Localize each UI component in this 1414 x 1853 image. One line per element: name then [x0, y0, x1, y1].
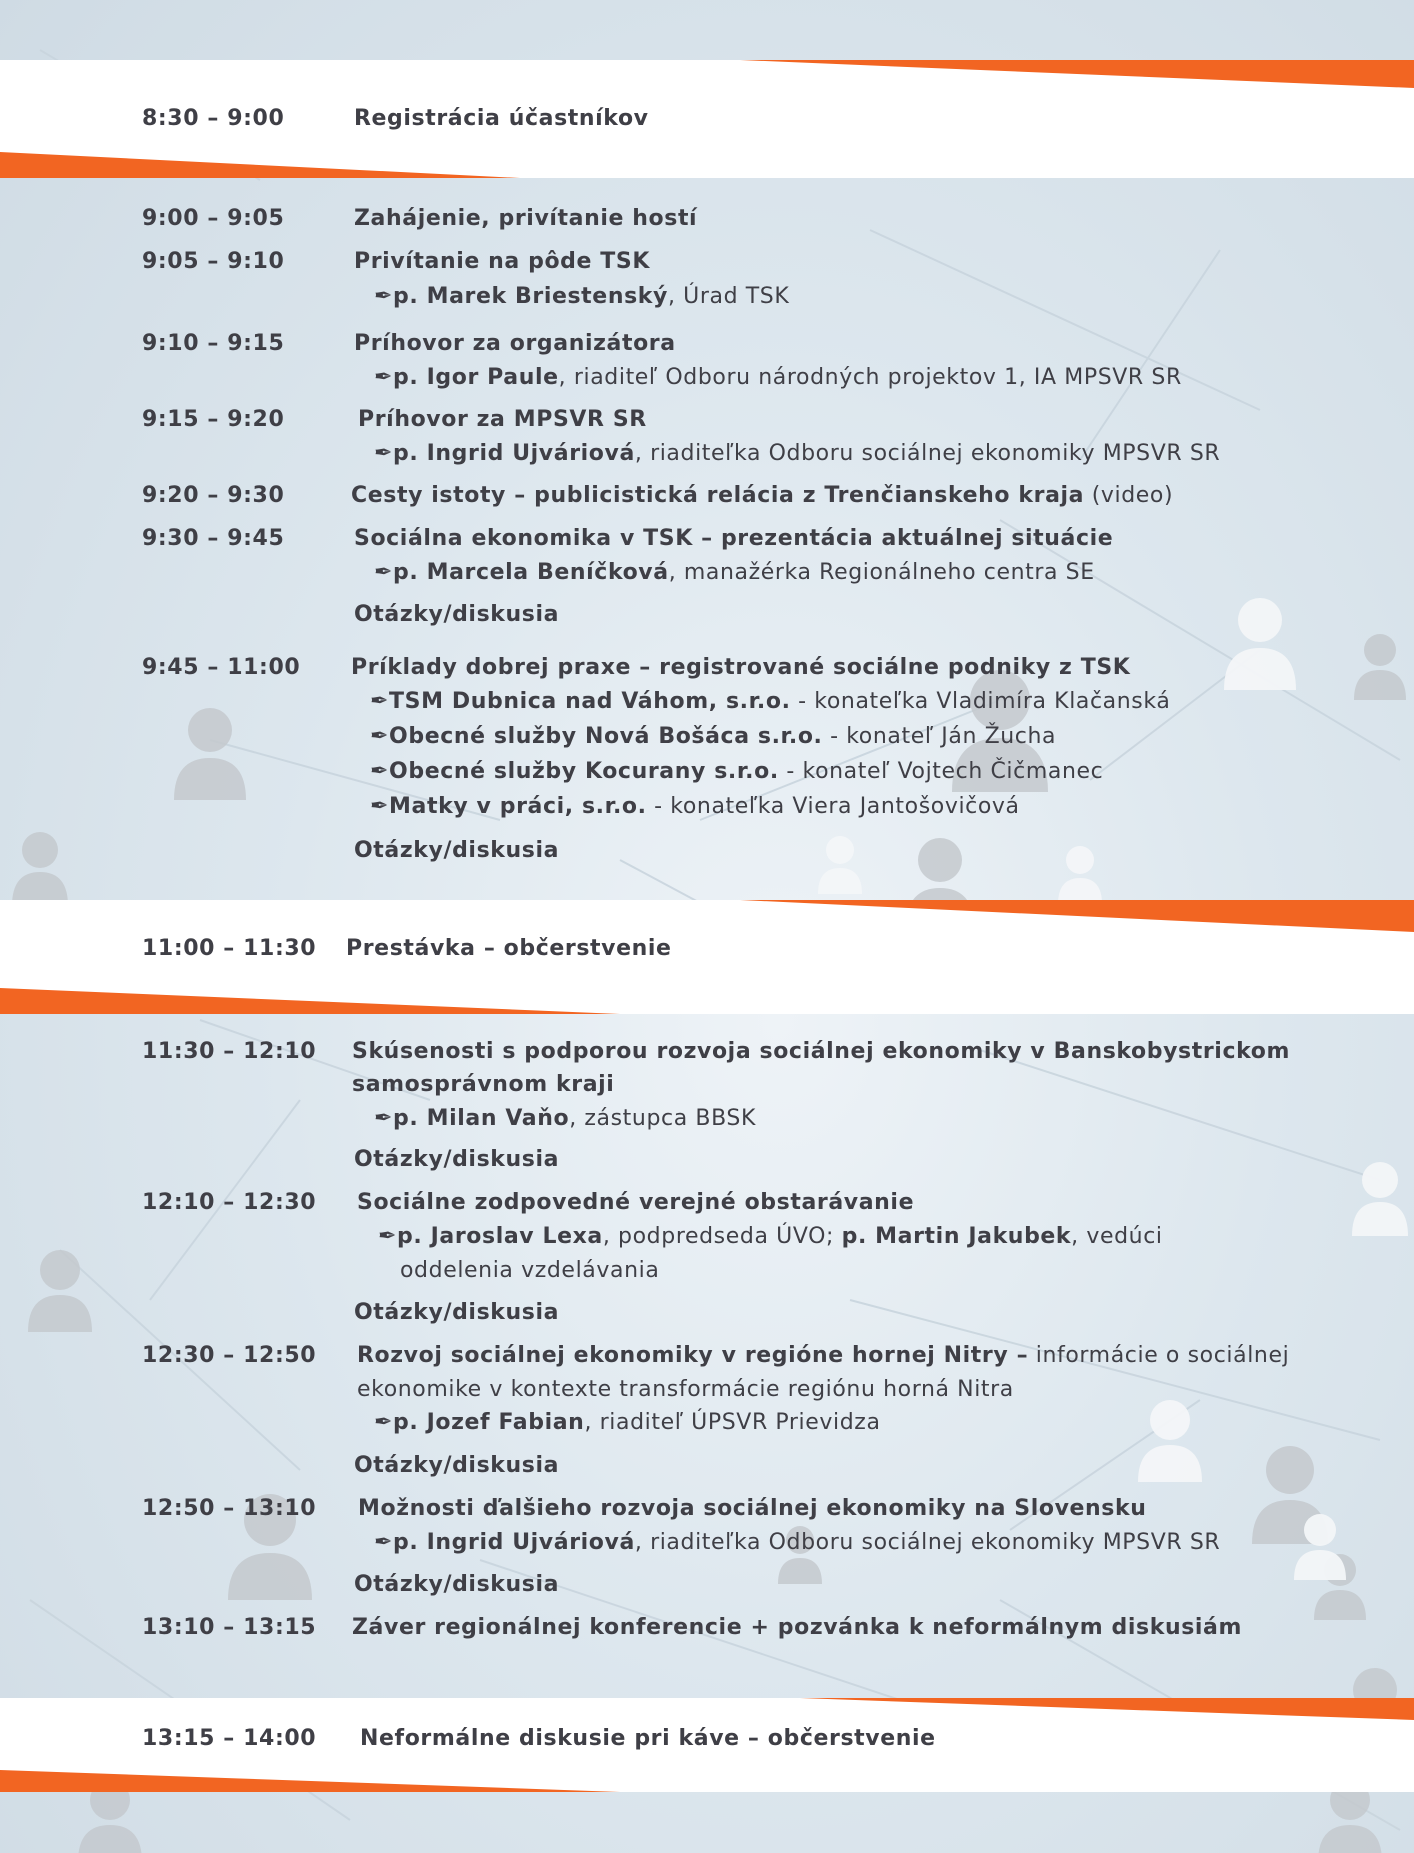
speaker-line [374, 441, 1220, 466]
qa-label: Otázky/diskusia [354, 602, 560, 627]
speaker-line [374, 284, 789, 309]
pen-icon: ✒ [374, 441, 394, 466]
pen-icon: ✒ [370, 689, 390, 714]
session-title: Privítanie na pôde TSK [354, 249, 650, 274]
time-slot: 12:30 – 12:50 [142, 1343, 317, 1368]
company-contact: - konateľka Vladimíra Klačanská [790, 689, 1171, 714]
session-description: informácie o sociálnej [1028, 1343, 1290, 1368]
pen-icon: ✒ [370, 794, 390, 819]
session-title: Cesty istoty – publicistická relácia z Trenčianskeho kraja [351, 483, 1085, 508]
session-note: (video) [1084, 483, 1174, 508]
company-item [370, 794, 1020, 819]
speaker-name: p. Jaroslav Lexa [397, 1224, 603, 1249]
pen-icon: ✒ [374, 365, 394, 390]
qa-label: Otázky/diskusia [354, 1572, 560, 1597]
session-title: Skúsenosti s podporou rozvoja sociálnej ekonomiky v Banskobystrickom [352, 1039, 1290, 1064]
speaker-name: p. Jozef Fabian [393, 1410, 585, 1435]
qa-label: Otázky/diskusia [354, 1147, 560, 1172]
company-name: Matky v práci, s.r.o. [389, 794, 647, 819]
pen-icon: ✒ [374, 560, 394, 585]
speaker-name: p. Igor Paule [393, 365, 559, 390]
qa-label: Otázky/diskusia [354, 1453, 560, 1478]
company-name: TSM Dubnica nad Váhom, s.r.o. [389, 689, 791, 714]
session-description-continued: ekonomike v kontexte transformácie regiónu horná Nitra [357, 1377, 1014, 1402]
speaker-line [374, 1106, 756, 1131]
speaker-line [378, 1224, 1163, 1249]
band-title: Prestávka – občerstvenie [346, 936, 672, 961]
speaker-role: , riaditeľka Odboru sociálnej ekonomiky MPSVR SR [634, 441, 1221, 466]
speaker-name: p. Marek Briestenský [393, 284, 668, 309]
speaker-role: , riaditeľ Odboru národných projektov 1, IA MPSVR SR [558, 365, 1182, 390]
session-title: Možnosti ďalšieho rozvoja sociálnej ekonomiky na Slovensku [358, 1496, 1147, 1521]
company-name: Obecné služby Nová Bošáca s.r.o. [389, 724, 823, 749]
pen-icon: ✒ [370, 759, 390, 784]
company-item [370, 724, 1056, 749]
speaker-role-2: , vedúci [1071, 1224, 1163, 1249]
company-item [370, 689, 1170, 714]
time-slot: 9:30 – 9:45 [142, 526, 285, 551]
time-slot: 13:10 – 13:15 [142, 1615, 317, 1640]
speaker-name-2: p. Martin Jakubek [841, 1224, 1072, 1249]
speaker-role: , riaditeľka Odboru sociálnej ekonomiky MPSVR SR [634, 1530, 1221, 1555]
session-title: Príhovor za MPSVR SR [358, 407, 647, 432]
time-slot: 9:00 – 9:05 [142, 206, 285, 231]
time-slot: 9:10 – 9:15 [142, 331, 285, 356]
session-title: Rozvoj sociálnej ekonomiky v regióne hornej Nitry – [357, 1343, 1029, 1368]
speaker-role: , riaditeľ ÚPSVR Prievidza [584, 1410, 881, 1435]
band-title: Registrácia účastníkov [354, 106, 649, 131]
time-slot: 11:30 – 12:10 [142, 1039, 317, 1064]
session-title-line [351, 483, 1173, 508]
speaker-line [374, 560, 1095, 585]
company-name: Obecné služby Kocurany s.r.o. [389, 759, 779, 784]
session-title: Záver regionálnej konferencie + pozvánka k neformálnym diskusiám [352, 1615, 1243, 1640]
speaker-role: , zástupca BBSK [569, 1106, 756, 1131]
session-title: Príklady dobrej praxe – registrované sociálne podniky z TSK [351, 655, 1131, 680]
session-title-line [357, 1343, 1289, 1368]
time-slot: 8:30 – 9:00 [142, 106, 285, 131]
time-slot: 9:05 – 9:10 [142, 249, 285, 274]
pen-icon: ✒ [374, 1530, 394, 1555]
pen-icon: ✒ [374, 1410, 394, 1435]
time-slot: 9:15 – 9:20 [142, 407, 285, 432]
qa-label: Otázky/diskusia [354, 1300, 560, 1325]
session-title-continued: samosprávnom kraji [352, 1072, 615, 1097]
speaker-line [374, 1530, 1220, 1555]
pen-icon: ✒ [370, 724, 390, 749]
pen-icon: ✒ [378, 1224, 398, 1249]
speaker-role: , manažérka Regionálneho centra SE [668, 560, 1095, 585]
band-title: Neformálne diskusie pri káve – občerstvenie [360, 1726, 936, 1751]
speaker-line [374, 1410, 881, 1435]
time-slot: 9:45 – 11:00 [142, 655, 301, 680]
company-item [370, 759, 1103, 784]
speaker-line [374, 365, 1182, 390]
speaker-role: , podpredseda ÚVO; [602, 1224, 842, 1249]
pen-icon: ✒ [374, 284, 394, 309]
time-slot: 11:00 – 11:30 [142, 936, 317, 961]
speaker-name: p. Ingrid Ujváriová [393, 441, 635, 466]
session-title: Príhovor za organizátora [354, 331, 676, 356]
speaker-role-continued: oddelenia vzdelávania [400, 1258, 660, 1283]
session-title: Sociálne zodpovedné verejné obstarávanie [357, 1190, 915, 1215]
speaker-name: p. Ingrid Ujváriová [393, 1530, 635, 1555]
time-slot: 13:15 – 14:00 [142, 1726, 317, 1751]
session-title: Sociálna ekonomika v TSK – prezentácia aktuálnej situácie [354, 526, 1114, 551]
speaker-name: p. Milan Vaňo [393, 1106, 570, 1131]
company-contact: - konateľ Ján Žucha [822, 724, 1057, 749]
time-slot: 12:50 – 13:10 [142, 1496, 317, 1521]
pen-icon: ✒ [374, 1106, 394, 1131]
company-contact: - konateľ Vojtech Čičmanec [778, 759, 1104, 784]
speaker-role: , Úrad TSK [667, 284, 790, 309]
company-contact: - konateľka Viera Jantošovičová [646, 794, 1020, 819]
speaker-name: p. Marcela Beníčková [393, 560, 669, 585]
session-title: Zahájenie, privítanie hostí [354, 206, 698, 231]
qa-label: Otázky/diskusia [354, 838, 560, 863]
time-slot: 9:20 – 9:30 [142, 483, 285, 508]
time-slot: 12:10 – 12:30 [142, 1190, 317, 1215]
